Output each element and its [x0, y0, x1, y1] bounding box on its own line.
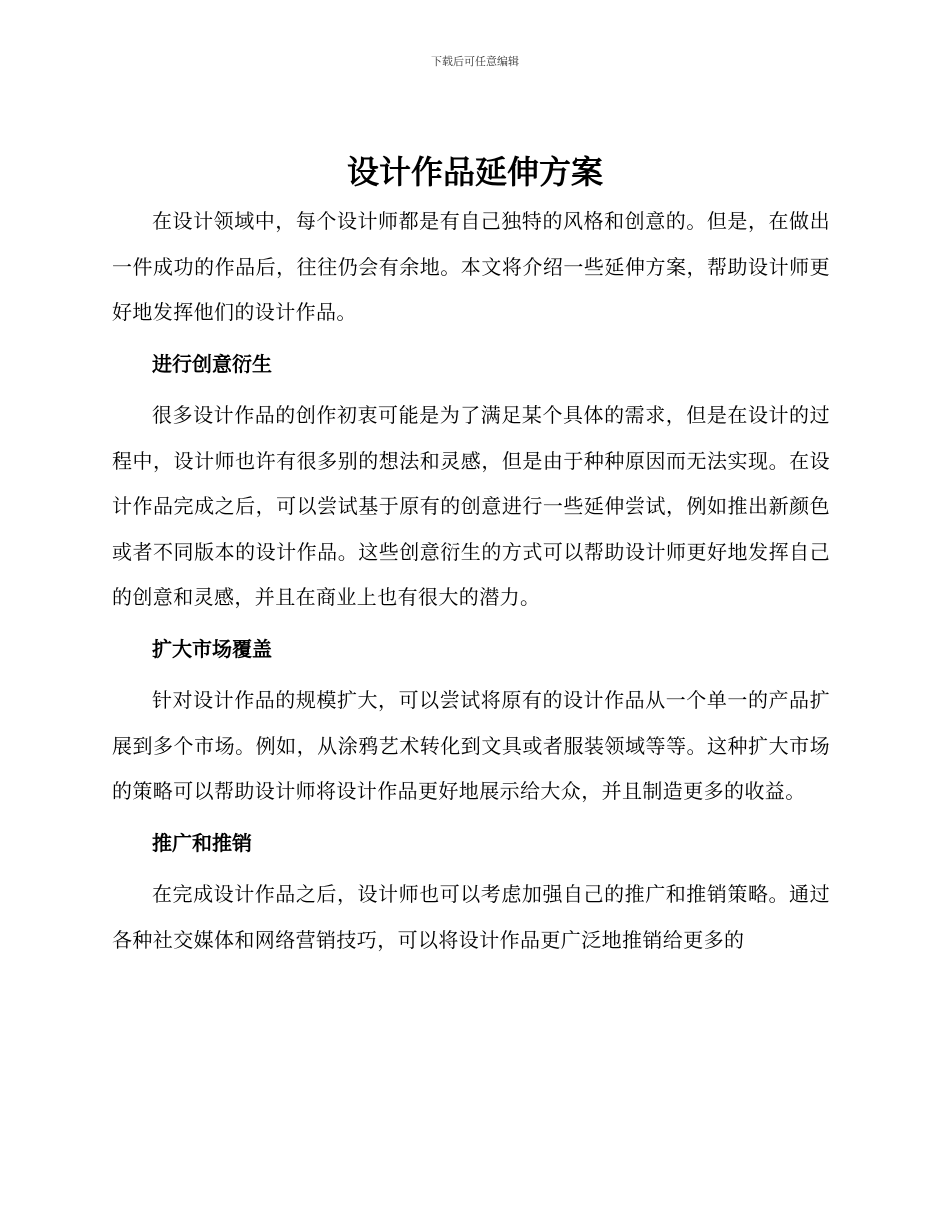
- section-heading-market-expansion: 扩大市场覆盖: [152, 636, 272, 661]
- document-title: 设计作品延伸方案: [346, 153, 603, 191]
- header-note: 下载后可任意编辑: [431, 55, 519, 68]
- section-paragraph-promotion: 在完成设计作品之后，设计师也可以考虑加强自己的推广和推销策略。通过各种社交媒体和网络营销技巧，可以将设计作品更广泛地推销给更多的: [112, 882, 830, 952]
- section-heading-creative-derivation: 进行创意衍生: [152, 351, 272, 376]
- section-paragraph-creative-derivation: 很多设计作品的创作初衷可能是为了满足某个具体的需求，但是在设计的过程中，设计师也许有很多别的想法和灵感，但是由于种种原因而无法实现。在设计作品完成之后，可以尝试基于原有的创意进行一些延伸尝试，例如推出新颜色或者不同版本的设计作品。这些创意衍生的方式可以帮助设计师更好地发挥自己的创意和灵感，并且在商业上也有很大的潜力。: [112, 403, 830, 609]
- section-heading-promotion: 推广和推销: [152, 830, 252, 855]
- intro-paragraph: 在设计领域中，每个设计师都是有自己独特的风格和创意的。但是，在做出一件成功的作品后，往往仍会有余地。本文将介绍一些延伸方案，帮助设计师更好地发挥他们的设计作品。: [112, 209, 830, 324]
- document-body: [112, 199, 830, 963]
- section-paragraph-market-expansion: 针对设计作品的规模扩大，可以尝试将原有的设计作品从一个单一的产品扩展到多个市场。例如，从涂鸦艺术转化到文具或者服装领域等等。这种扩大市场的策略可以帮助设计师将设计作品更好地展示给大众，并且制造更多的收益。: [112, 688, 830, 803]
